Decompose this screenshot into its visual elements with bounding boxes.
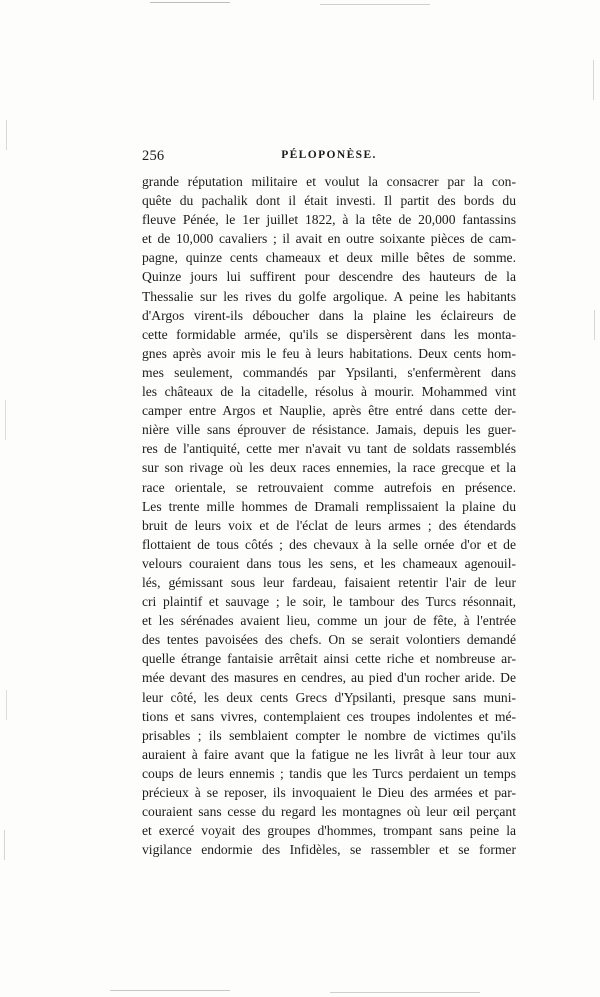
text-line: Quinze jours lui suffirent pour descendre des hauteurs de la xyxy=(142,269,516,285)
text-line: couraient sans cesse du regard les montagnes où leur œil perçant xyxy=(142,804,516,820)
text-line: vigilance endormie des Infidèles, se rassembler et se former xyxy=(142,842,516,858)
text-line: flottaient de tous côtés ; des chevaux à la selle ornée d'or et de xyxy=(142,536,516,552)
text-line: velours couraient dans tous les sens, et les chameaux agenouil- xyxy=(142,555,516,571)
running-title: PÉLOPONÈSE. xyxy=(281,149,377,161)
text-line: Thessalie sur les rives du golfe argolique. A peine les habitants xyxy=(142,288,516,304)
text-line: cette formidable armée, qu'ils se dispersèrent dans les monta- xyxy=(142,326,516,342)
text-line: res de l'antiquité, cette mer n'avait vu tant de soldats rassemblés xyxy=(142,441,516,457)
text-line: mée devant des masures en cendres, au pied d'un rocher aride. De xyxy=(142,670,516,686)
text-line: cri plaintif et sauvage ; le soir, le tambour des Turcs résonnait, xyxy=(142,594,516,610)
text-line: d'Argos virent-ils déboucher dans la plaine les éclaireurs de xyxy=(142,307,516,323)
scan-edge-mark xyxy=(110,990,230,991)
text-line: coups de leurs ennemis ; tandis que les Turcs perdaient un temps xyxy=(142,765,516,781)
text-line: lés, gémissant sous leur fardeau, faisaient retentir l'air de leur xyxy=(142,574,516,590)
text-line: les châteaux de la citadelle, résolus à mourir. Mohammed vint xyxy=(142,384,516,400)
scan-edge-mark xyxy=(593,60,594,100)
text-line: sur son rivage où les deux races ennemies, la race grecque et la xyxy=(142,460,516,476)
text-line: quelle étrange fantaisie arrêtait ainsi cette riche et nombreuse ar- xyxy=(142,651,516,667)
text-line: pagne, quinze cents chameaux et deux mille bêtes de somme. xyxy=(142,250,516,266)
text-line: nière ville sans éprouver de résistance. Jamais, depuis les guer- xyxy=(142,422,516,438)
text-line: mes seulement, commandés par Ypsilanti, s'enfermèrent dans xyxy=(142,364,516,380)
text-line: des tentes pavoisées des chefs. On se serait volontiers demandé xyxy=(142,632,516,648)
text-line: fleuve Pénée, le 1er juillet 1822, à la tête de 20,000 fantassins xyxy=(142,212,516,228)
scan-edge-mark xyxy=(6,120,7,150)
text-line: tions et sans vivres, contemplaient ces troupes indolentes et mé- xyxy=(142,708,516,724)
text-line: quête du pachalik dont il était investi. Il partit des bords du xyxy=(142,193,516,209)
page-number: 256 xyxy=(142,148,165,164)
text-line: et exercé voyait des groupes d'hommes, trompant sans peine la xyxy=(142,823,516,839)
text-line: leur côté, les deux cents Grecs d'Ypsilanti, presque sans muni- xyxy=(142,689,516,705)
body-text xyxy=(142,172,516,859)
text-line: gnes après avoir mis le feu à leurs habitations. Deux cents hom- xyxy=(142,345,516,361)
text-line: précieux à se reposer, ils invoquaient le Dieu des armées et par- xyxy=(142,785,516,800)
scan-edge-mark xyxy=(6,690,7,720)
scan-edge-mark xyxy=(594,310,595,340)
text-line: et de 10,000 cavaliers ; il avait en outre soixante pièces de cam- xyxy=(142,231,516,247)
text-line: camper entre Argos et Nauplie, après être entré dans cette der- xyxy=(142,403,516,419)
scan-edge-mark xyxy=(4,830,5,860)
text-line: auraient à faire avant que la fatigue ne les livrât à leur tour aux xyxy=(142,746,516,762)
text-line: et les sérénades avaient lieu, comme un jour de fête, à l'entrée xyxy=(142,613,516,629)
scan-edge-mark xyxy=(150,2,230,3)
text-line: bruit de leurs voix et de l'éclat de leurs armes ; des étendards xyxy=(142,517,516,533)
scan-edge-mark xyxy=(5,400,6,440)
text-line: race orientale, se retrouvaient comme autrefois en présence. xyxy=(142,479,516,495)
scan-edge-mark xyxy=(320,4,430,5)
page-header xyxy=(142,148,516,168)
text-line: Les trente mille hommes de Dramali remplissaient la plaine du xyxy=(142,498,516,514)
text-line: prisables ; ils semblaient compter le nombre de victimes qu'ils xyxy=(142,727,516,743)
text-line: grande réputation militaire et voulut la consacrer par la con- xyxy=(142,174,516,189)
scan-edge-mark xyxy=(330,992,480,993)
